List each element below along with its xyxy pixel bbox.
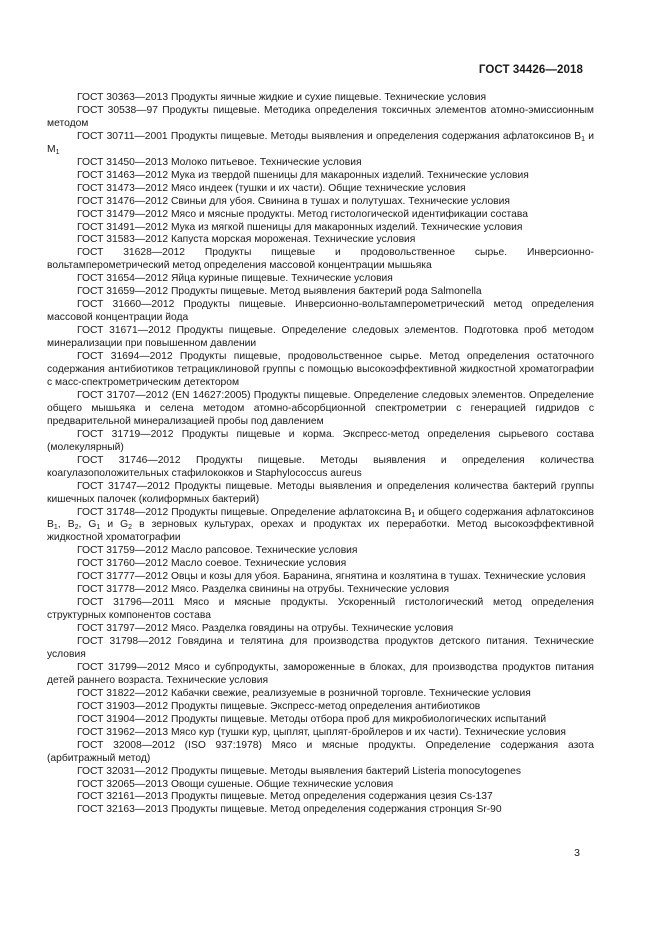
normative-references-list xyxy=(47,92,594,817)
reference-item xyxy=(47,662,594,688)
reference-item xyxy=(47,584,594,597)
reference-text: и M xyxy=(47,130,594,155)
reference-item xyxy=(47,325,594,351)
reference-text: ГОСТ 30538—97 Продукты пищевые. Методика определения токсичных элементов атомно-эмиссионным методом xyxy=(47,104,594,129)
reference-text: ГОСТ 31962—2013 Мясо кур (тушки кур, цыплят, цыплят-бройлеров и их части). Технические условия xyxy=(77,726,567,738)
reference-item xyxy=(47,105,594,131)
reference-item xyxy=(47,273,594,286)
reference-text: ГОСТ 31463—2012 Мука из твердой пшеницы для макаронных изделий. Технические условия xyxy=(77,169,529,181)
reference-item xyxy=(47,623,594,636)
subscript: 1 xyxy=(96,524,101,532)
reference-text: ГОСТ 31659—2012 Продукты пищевые. Метод выявления бактерий рода Salmonella xyxy=(77,286,482,298)
reference-item xyxy=(47,558,594,571)
reference-text: ГОСТ 31719—2012 Продукты пищевые и корма. Экспресс-метод определения сырьевого состава (молекулярный) xyxy=(47,428,594,453)
subscript: 1 xyxy=(581,135,586,143)
subscript: 1 xyxy=(55,148,60,156)
reference-text: ГОСТ 31479—2012 Мясо и мясные продукты. Метод гистологической идентификации состава xyxy=(77,208,528,220)
reference-item xyxy=(47,688,594,701)
reference-text: ГОСТ 31450—2013 Молоко питьевое. Технические условия xyxy=(77,156,362,168)
reference-text: ГОСТ 31904—2012 Продукты пищевые. Методы отбора проб для микробиологических испытаний xyxy=(77,713,547,725)
reference-text: ГОСТ 32065—2013 Овощи сушеные. Общие технические условия xyxy=(77,778,394,790)
reference-item xyxy=(47,636,594,662)
reference-item xyxy=(47,766,594,779)
subscript: 1 xyxy=(53,524,58,532)
reference-item xyxy=(47,597,594,623)
reference-item xyxy=(47,299,594,325)
reference-text: ГОСТ 31796—2011 Мясо и мясные продукты. Ускоренный гистологический метод определения структурных компонентов состава xyxy=(47,597,594,622)
reference-text: ГОСТ 31654—2012 Яйца куриные пищевые. Технические условия xyxy=(77,273,393,285)
reference-text: ГОСТ 31759—2012 Масло рапсовое. Технические условия xyxy=(77,545,358,557)
reference-text: ГОСТ 30711—2001 Продукты пищевые. Методы выявления и определения содержания афлатоксинов B xyxy=(77,130,582,142)
reference-text: ГОСТ 30363—2013 Продукты яичные жидкие и сухие пищевые. Технические условия xyxy=(77,92,487,103)
subscript: 2 xyxy=(128,524,133,532)
reference-text: ГОСТ 31660—2012 Продукты пищевые. Инверсионно-вольтамперометрический метод определения массовой концентрации йода xyxy=(47,299,594,324)
reference-item xyxy=(47,234,594,247)
reference-item xyxy=(47,701,594,714)
reference-item xyxy=(47,209,594,222)
reference-item xyxy=(47,571,594,584)
page-number: 3 xyxy=(574,847,580,859)
reference-text: ГОСТ 31746—2012 Продукты пищевые. Методы выявления и определения количества коагулазоположительных стафилококков и Staphylococcus aureus xyxy=(47,454,594,479)
reference-text: ГОСТ 31491—2012 Мука из мягкой пшеницы для макаронных изделий. Технические условия xyxy=(77,221,523,233)
reference-text: и общего содержания афлатоксинов B xyxy=(47,506,594,531)
subscript: 2 xyxy=(74,524,79,532)
reference-item xyxy=(47,247,594,273)
reference-item xyxy=(47,170,594,183)
reference-item xyxy=(47,481,594,507)
reference-text: ГОСТ 31822—2012 Кабачки свежие, реализуемые в розничной торговле. Технические условия xyxy=(77,687,531,699)
reference-text: ГОСТ 31777—2012 Овцы и козы для убоя. Баранина, ягнятина и козлятина в тушах. Технические условия xyxy=(77,571,586,583)
reference-text: ГОСТ 31628—2012 Продукты пищевые и продовольственное сырье. Инверсионно-вольтамперометрический метод определения массовой концентрации мышьяка xyxy=(47,247,594,272)
reference-text: и G xyxy=(100,519,129,531)
reference-item xyxy=(47,183,594,196)
reference-item xyxy=(47,455,594,481)
reference-text: ГОСТ 31903—2012 Продукты пищевые. Экспресс-метод определения антибиотиков xyxy=(77,700,481,712)
reference-item xyxy=(47,740,594,766)
reference-text: в зерновых культурах, орехах и продуктах их переработки. Метод высокоэффективной жидкостной хроматографии xyxy=(47,519,594,544)
reference-item xyxy=(47,196,594,209)
reference-text: ГОСТ 31778—2012 Мясо. Разделка свинины на отрубы. Технические условия xyxy=(77,584,450,596)
reference-text: ГОСТ 31760—2012 Масло соевое. Технические условия xyxy=(77,558,347,570)
reference-text: ГОСТ 32031—2012 Продукты пищевые. Методы выявления бактерий Listeria monocytogenes xyxy=(77,765,521,777)
reference-text: ГОСТ 31748—2012 Продукты пищевые. Определение афлатоксина B xyxy=(77,506,412,518)
reference-item xyxy=(47,779,594,792)
reference-text: ГОСТ 32161—2013 Продукты пищевые. Метод определения содержания цезия Cs-137 xyxy=(77,791,493,803)
reference-item xyxy=(47,157,594,170)
document-code-header: ГОСТ 34426—2018 xyxy=(478,64,583,76)
reference-item xyxy=(47,545,594,558)
reference-text: ГОСТ 31747—2012 Продукты пищевые. Методы выявления и определения количества бактерий группы кишечных палочек (колиформных бактерий) xyxy=(47,480,594,505)
reference-item xyxy=(47,727,594,740)
reference-text: ГОСТ 31476—2012 Свиньи для убоя. Свинина в тушах и полутушах. Технические условия xyxy=(77,195,510,207)
reference-text: ГОСТ 32008—2012 (ISO 937:1978) Мясо и мясные продукты. Определение содержания азота (арбитражный метод) xyxy=(47,739,594,764)
reference-item xyxy=(47,222,594,235)
reference-item xyxy=(47,92,594,105)
reference-text: ГОСТ 31798—2012 Говядина и телятина для производства продуктов детского питания. Технические условия xyxy=(47,636,594,660)
subscript: 1 xyxy=(411,511,416,519)
reference-text: ГОСТ 31799—2012 Мясо и субпродукты, замороженные в блоках, для производства продуктов питания детей раннего возраста. Технические условия xyxy=(47,661,594,686)
reference-item xyxy=(47,714,594,727)
reference-text: ГОСТ 31694—2012 Продукты пищевые, продовольственное сырье. Метод определения остаточного содержания антибиотиков тетрациклиновой группы с помощью высокоэффективной жидкостной хроматографии с масс-спектрометрическим детектором xyxy=(47,351,594,388)
reference-item xyxy=(47,429,594,455)
reference-text: ГОСТ 31707—2012 (EN 14627:2005) Продукты пищевые. Определение следовых элементов. Определение общего мышьяка и селена методом атомно-абсорбционной спектрометрии с генерацией гидридов с предварительной минерализацией пробы под давлением xyxy=(47,389,594,427)
reference-text: ГОСТ 31797—2012 Мясо. Разделка говядины на отрубы. Технические условия xyxy=(77,623,454,635)
reference-item xyxy=(47,390,594,429)
reference-item xyxy=(47,351,594,390)
reference-text: ГОСТ 31473—2012 Мясо индеек (тушки и их части). Общие технические условия xyxy=(77,182,466,194)
reference-text: ГОСТ 32163—2013 Продукты пищевые. Метод определения содержания стронция Sr-90 xyxy=(77,804,502,816)
reference-text: , B xyxy=(57,519,75,531)
reference-text: ГОСТ 31583—2012 Капуста морская мороженая. Технические условия xyxy=(77,234,416,246)
reference-text: , G xyxy=(78,519,97,531)
reference-item xyxy=(47,791,594,804)
reference-item xyxy=(47,804,594,817)
reference-text: ГОСТ 31671—2012 Продукты пищевые. Определение следовых элементов. Подготовка проб методом минерализации при повышенном давлении xyxy=(47,325,594,350)
reference-item xyxy=(47,286,594,299)
reference-item xyxy=(47,507,594,546)
reference-item xyxy=(47,131,594,157)
